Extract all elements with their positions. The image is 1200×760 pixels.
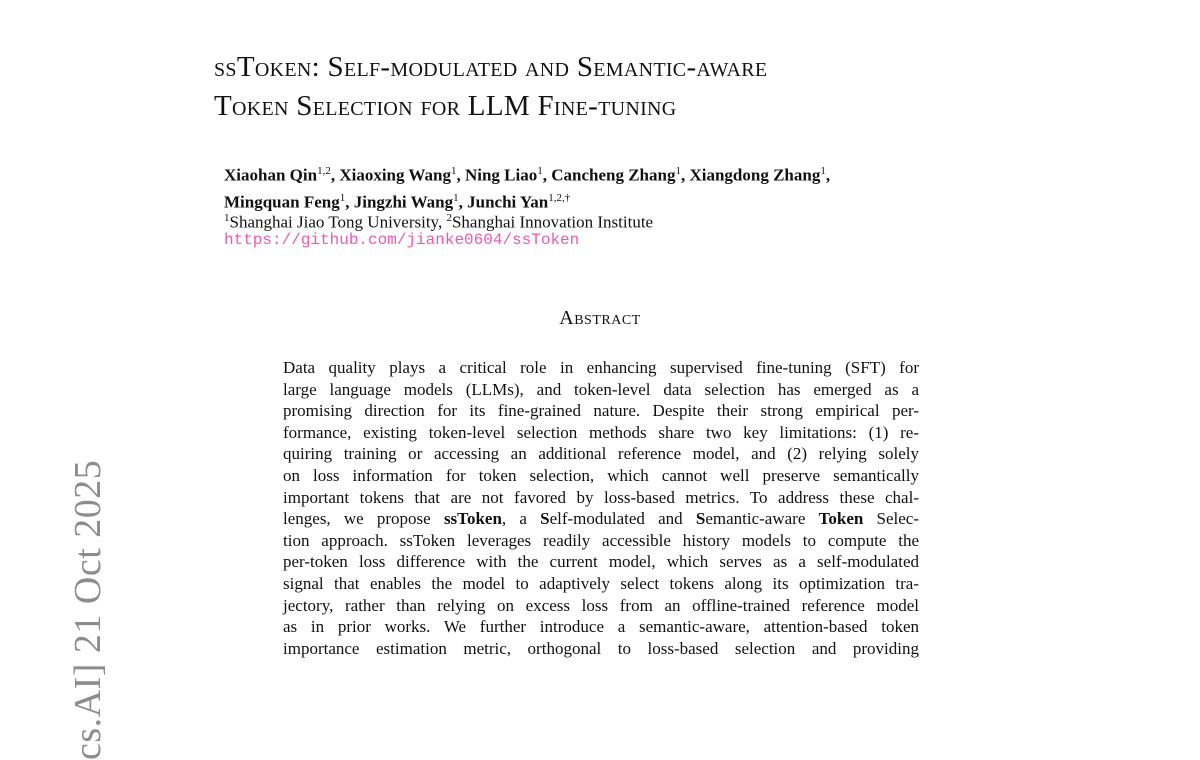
author-affiliation-mark: 1,2 xyxy=(317,165,331,177)
abstract-heading: Abstract xyxy=(559,307,641,329)
bold-term: S xyxy=(695,509,706,529)
abstract-line: per-token loss difference with the current model, which serves as a self-modulated xyxy=(283,552,919,572)
paper-title xyxy=(214,48,1034,126)
abstract-line: Data quality plays a critical role in enhancing supervised fine-tuning (SFT) for xyxy=(283,358,919,377)
abstract-line: on loss information for token selection, which cannot well preserve semantically xyxy=(283,465,919,485)
author-name: Mingquan Feng xyxy=(224,192,340,212)
author-affiliation-mark: 1 xyxy=(675,165,681,177)
author-name: Junchi Yan xyxy=(467,192,549,212)
author-name: Xiaohan Qin xyxy=(224,165,318,185)
abstract-line: quiring training or accessing an additional reference model, and (2) relying solely xyxy=(283,444,919,464)
abstract-line: promising direction for its fine-grained nature. Despite their strong empirical per- xyxy=(283,401,919,421)
arxiv-stamp-text: cs.AI] 21 Oct 2025 xyxy=(67,459,109,760)
abstract-line: jectory, rather than relying on excess loss from an offline-trained reference model xyxy=(283,595,919,615)
author-affiliation-mark: 1 xyxy=(339,191,346,204)
abstract-line: tion approach. ssToken leverages readily accessible history models to compute the xyxy=(283,530,919,550)
affiliation-name: Shanghai Innovation Institute xyxy=(451,212,654,232)
abstract-line: large language models (LLMs), and token-level data selection has emerged as a xyxy=(283,379,919,399)
author-name: Ning Liao xyxy=(464,165,538,185)
title-line-1: ssToken: Self-modulated and Semantic-aware xyxy=(214,51,768,83)
author-name: Xiangdong Zhang xyxy=(689,165,821,185)
author-affiliation-mark: 1 xyxy=(537,165,543,177)
author-name: Xiaoxing Wang xyxy=(339,165,451,185)
author-name: Cancheng Zhang xyxy=(551,165,676,185)
abstract-line: lenges, we propose ssToken, a Self-modulated and Semantic-aware Token Selec- xyxy=(283,509,920,529)
author-list: Xiaohan Qin$^{1,2}$, Xiaoxing Wang$^1$, Ning Liao$^1$, Cancheng Zhang$^1$, Xiangdong Zhang$^1$, Mingquan Feng$^1$, Jingzhi Wang$^1$, Junchi Yan$^{1,2,\dagger}$ xyxy=(224,165,831,212)
affiliation-name: Shanghai Jiao Tong University, xyxy=(229,212,447,232)
author-affiliation-mark: 1 xyxy=(820,165,826,177)
abstract-line: as in prior works. We further introduce a semantic-aware, attention-based token xyxy=(283,617,919,637)
bold-term: S xyxy=(540,509,550,529)
arxiv-side-stamp xyxy=(22,330,109,760)
abstract-line: importance estimation metric, orthogonal to loss-based selection and providing xyxy=(283,638,919,658)
author-affiliation-mark: 1 xyxy=(453,191,459,204)
author-name: Jingzhi Wang xyxy=(353,192,454,212)
abstract-line: formance, existing token-level selection methods share two key limitations: (1) re- xyxy=(283,422,919,442)
affiliation-mark: 2 xyxy=(446,212,452,224)
author-affiliation-mark: 1 xyxy=(450,165,457,177)
repo-link[interactable]: https://github.com/jianke0604/ssToken xyxy=(224,231,580,249)
abstract-line: important tokens that are not favored by loss-based metrics. To address these chal- xyxy=(283,487,919,507)
abstract-line: signal that enables the model to adaptively select tokens along its optimization tra- xyxy=(283,573,919,593)
author-affiliation-mark: 1,2,† xyxy=(548,191,571,204)
affiliation-mark: 1 xyxy=(224,212,230,224)
title-line-2: Token Selection for LLM Fine-tuning xyxy=(214,90,677,122)
bold-term: ssToken xyxy=(443,509,502,529)
abstract-body xyxy=(283,357,919,659)
bold-term: Token xyxy=(818,509,864,529)
